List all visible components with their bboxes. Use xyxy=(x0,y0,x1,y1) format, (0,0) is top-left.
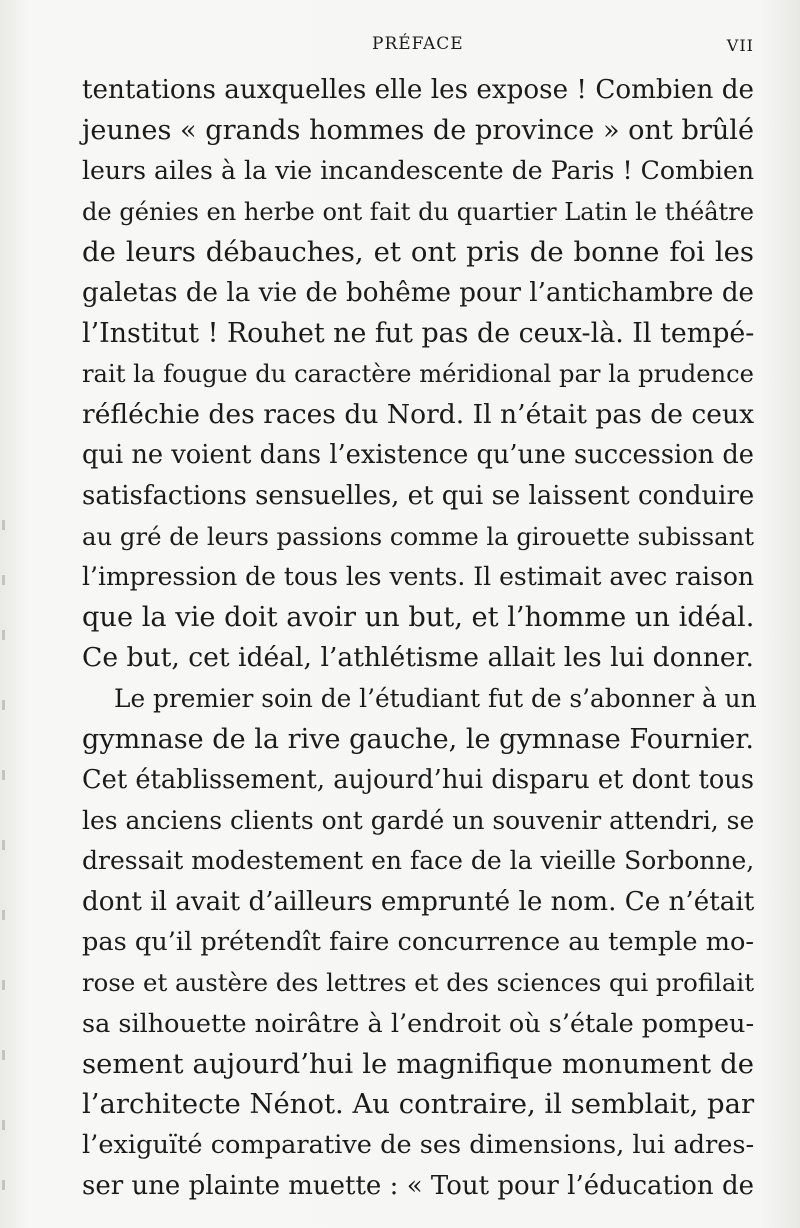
text-line: satisfactions sensuelles, et qui se laissent conduire xyxy=(82,480,755,511)
running-head-title: PRÉFACE xyxy=(372,34,464,54)
text-line: de génies en herbe ont fait du quartier Latin le théâtre xyxy=(82,197,754,226)
paragraph xyxy=(82,679,757,1207)
text-line: sa silhouette noirâtre à l’endroit où s’étale pompeu- xyxy=(82,1008,755,1039)
text-line: l’Institut ! Rouhet ne fut pas de ceux-là. Il tempé- xyxy=(82,317,755,349)
text-line: Ce but, cet idéal, l’athlétisme allait les lui donner. xyxy=(82,642,754,674)
text-line: galetas de la vie de bohême pour l’antichambre de xyxy=(82,277,754,308)
text-line: au gré de leurs passions comme la girouette subissant xyxy=(82,521,754,551)
text-line: de leurs débauches, et ont pris de bonne foi les xyxy=(82,236,754,269)
text-line: rose et austère des lettres et des sciences qui profilait xyxy=(82,968,754,998)
text-line: rait la fougue du caractère méridional par la prudence xyxy=(82,360,754,389)
running-head xyxy=(82,30,754,60)
text-line: l’exiguïté comparative de ses dimensions, lui adres- xyxy=(82,1130,755,1161)
text-line: dressait modestement en face de la vieille Sorbonne, xyxy=(82,846,755,876)
text-line: les anciens clients ont gardé un souvenir attendri, se xyxy=(82,805,755,835)
page-number: VII xyxy=(726,36,754,55)
paragraph xyxy=(82,70,754,679)
text-line: réfléchie des races du Nord. Il n’était pas de ceux xyxy=(82,398,755,430)
text-line: tentations auxquelles elle les expose ! Combien de xyxy=(82,75,754,105)
text-line: Cet établissement, aujourd’hui disparu et dont tous xyxy=(82,765,754,796)
text-line: leurs ailes à la vie incandescente de Paris ! Combien xyxy=(82,156,754,186)
text-line: dont il avait d’ailleurs emprunté le nom. Ce n’était xyxy=(82,886,755,917)
body-text xyxy=(82,70,757,1207)
text-line: sement aujourd’hui le magnifique monument de xyxy=(82,1048,754,1081)
text-line: jeunes « grands hommes de province » ont brûlé xyxy=(82,114,755,146)
text-line: l’architecte Nénot. Au contraire, il semblait, par xyxy=(82,1088,755,1120)
text-line: l’impression de tous les vents. Il estimait avec raison xyxy=(82,562,754,592)
text-line: gymnase de la rive gauche, le gymnase Fournier. xyxy=(82,723,754,755)
text-line: que la vie doit avoir un but, et l’homme un idéal. xyxy=(82,601,755,633)
text-line: pas qu’il prétendît faire concurrence au temple mo- xyxy=(82,927,755,958)
text-line: ser une plainte muette : « Tout pour l’éducation de xyxy=(82,1171,754,1202)
text-line: qui ne voient dans l’existence qu’une succession de xyxy=(82,440,754,471)
text-line: Le premier soin de l’étudiant fut de s’abonner à un xyxy=(114,683,757,713)
page-edge-marks xyxy=(0,0,8,1228)
